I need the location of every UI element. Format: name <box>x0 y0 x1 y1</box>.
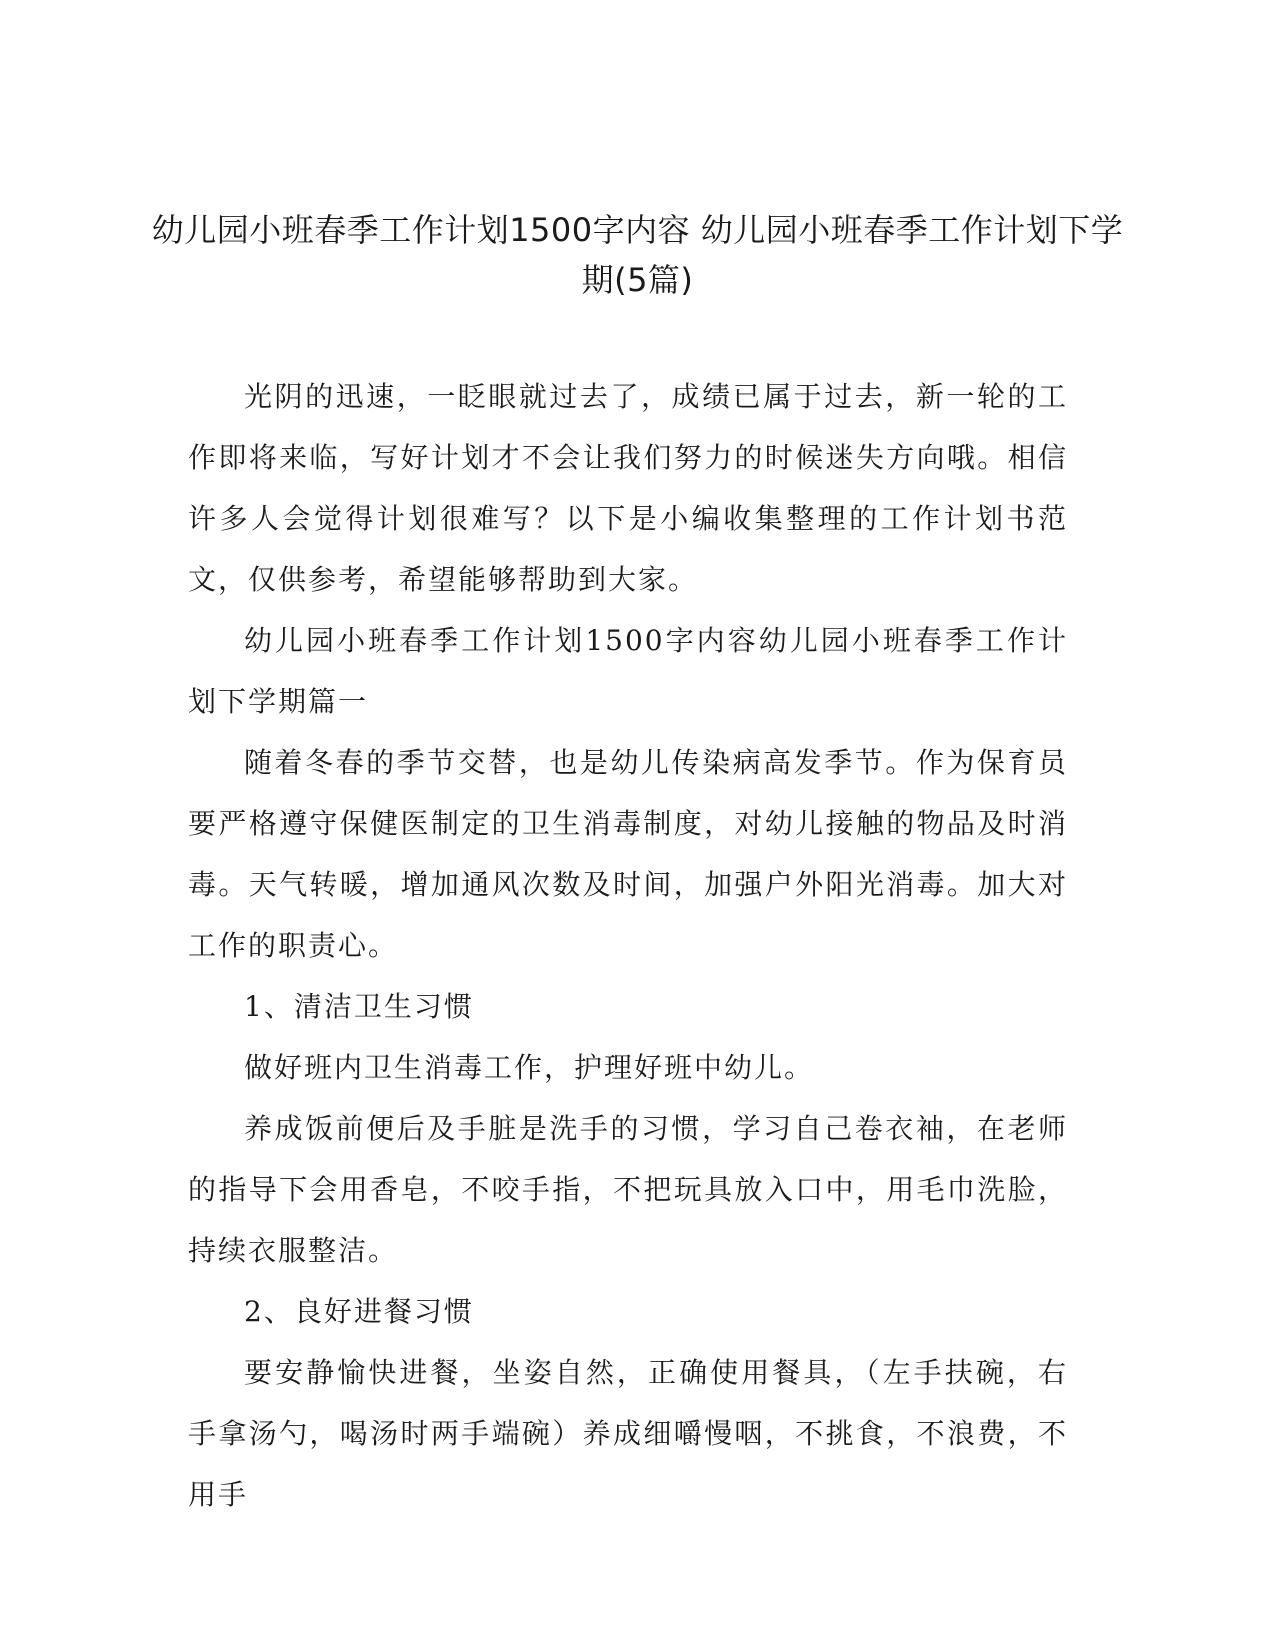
body-paragraph: 做好班内卫生消毒工作，护理好班中幼儿。 <box>244 1051 815 1084</box>
subheading-dining: 2、良好进餐习惯 <box>244 1295 474 1328</box>
body-paragraph: 要安静愉快进餐，坐姿自然，正确使用餐具，（左手扶碗，右手拿汤勺，喝汤时两手端碗）养成细嚼慢咽，不挑食，不浪费，不用手 <box>188 1356 1068 1511</box>
body-paragraph: 随着冬春的季节交替，也是幼儿传染病高发季节。作为保育员要严格遵守保健医制定的卫生消毒制度，对幼儿接触的物品及时消毒。天气转暖，增加通风次数及时间，加强户外阳光消毒。加大对工作的职责心。 <box>188 746 1068 962</box>
document-body <box>188 366 1068 1525</box>
body-paragraph: 养成饭前便后及手脏是洗手的习惯，学习自己卷衣袖，在老师的指导下会用香皂，不咬手指，不把玩具放入口中，用毛巾洗脸，持续衣服整洁。 <box>188 1112 1068 1267</box>
subheading-hygiene: 1、清洁卫生习惯 <box>244 990 474 1023</box>
intro-paragraph: 光阴的迅速，一眨眼就过去了，成绩已属于过去，新一轮的工作即将来临，写好计划才不会让我们努力的时候迷失方向哦。相信许多人会觉得计划很难写？以下是小编收集整理的工作计划书范文，仅供参考，希望能够帮助到大家。 <box>188 380 1068 596</box>
section-heading: 幼儿园小班春季工作计划1500字内容幼儿园小班春季工作计划下学期篇一 <box>188 624 1068 718</box>
document-title: 幼儿园小班春季工作计划1500字内容 幼儿园小班春季工作计划下学期(5篇) <box>151 211 1124 299</box>
